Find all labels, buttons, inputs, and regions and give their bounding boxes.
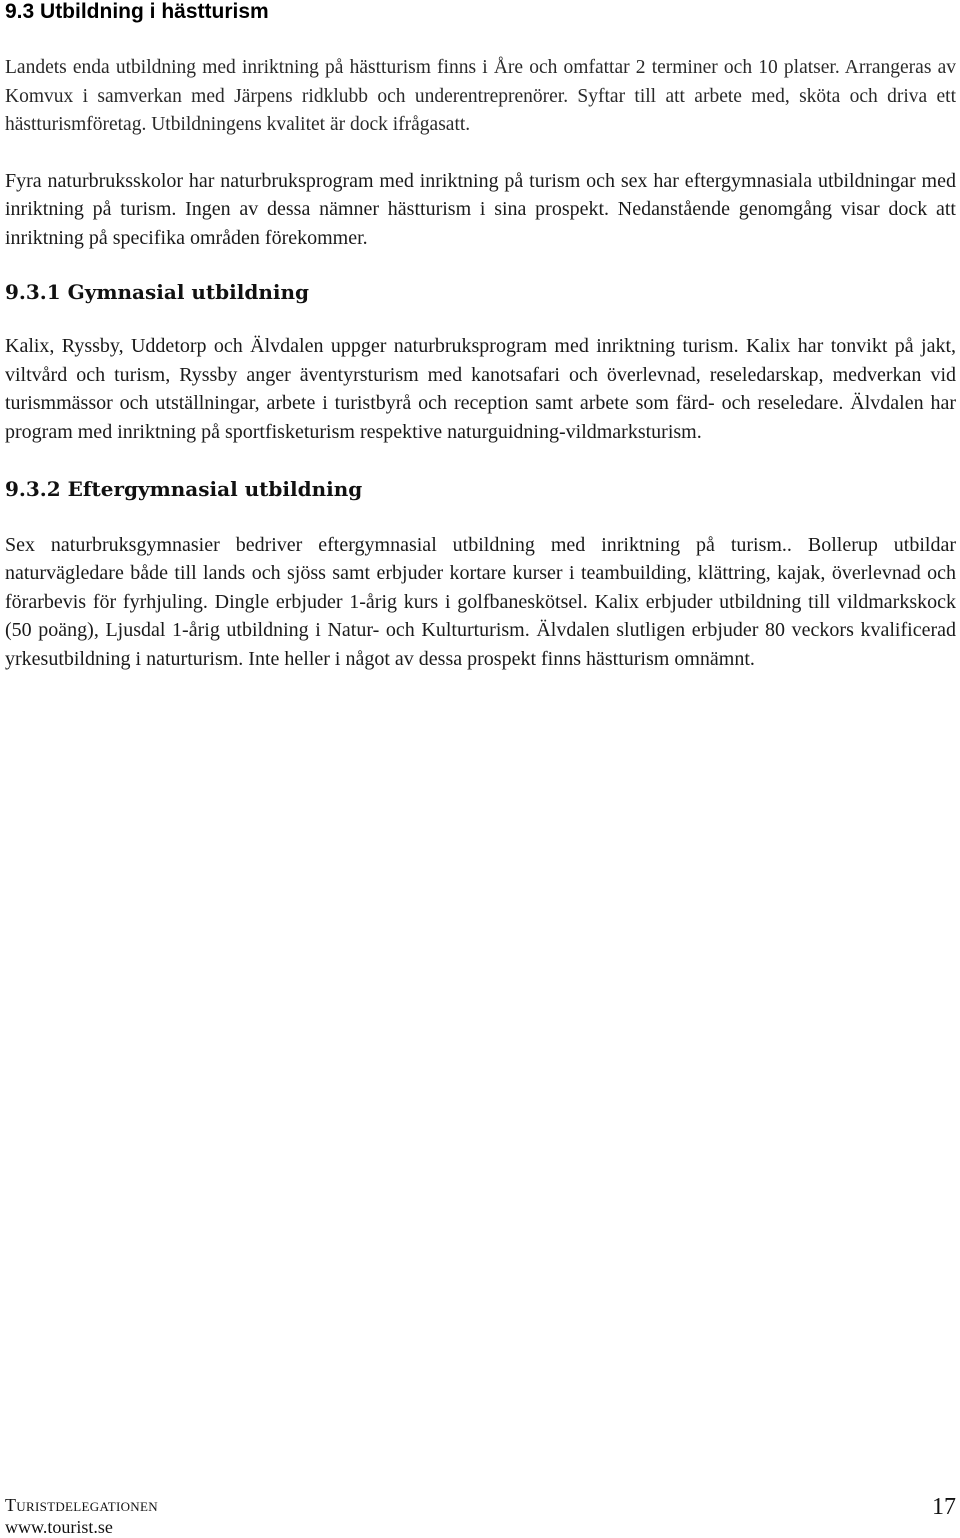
document-page (5, 0, 956, 674)
spacer (5, 252, 956, 278)
page-footer (5, 1493, 956, 1537)
spacer (5, 24, 956, 54)
spacer (5, 140, 956, 167)
eftergymnasial-paragraph: Sex naturbruksgymnasier bedriver eftergymnasial utbildning med inriktning på turism.. Bollerup utbildar naturvägledare både till lands och sjöss samt erbjuder kortare kurser i teambuilding, klättring, kajak, överlevnad och förarbevis för fyrhjuling. Dingle erbjuder 1-årig kurs i golfbaneskötsel. Kalix erbjuder utbildning till vildmarkskock (50 poäng), Ljusdal 1-årig utbildning i Natur- och Kulturturism. Älvdalen slutligen erbjuder 80 veckors kvalificerad yrkesutbildning i naturturism. Inte heller i något av dessa prospekt finns hästturism omnämnt. (5, 533, 956, 671)
footer-organization: Turistdelegationen (5, 1495, 158, 1515)
spacer (5, 306, 956, 332)
page-number: 17 (932, 1494, 956, 1520)
section-heading: 9.3 Utbildning i hästturism (5, 0, 269, 23)
gymnasial-paragraph: Kalix, Ryssby, Uddetorp och Älvdalen uppger naturbruksprogram med inriktning turism. Kalix har tonvikt på jakt, viltvård och turism, Ryssby anger äventyrsturism med kanotsafari och överlevnad, reseledarskap, medverkan vid turismmässor och utställningar, arbete i turistbyrå och reception samt arbete som färd- och reseledare. Älvdalen har program med inriktning på sportfisketurism respektive naturguidning-vildmarksturism. (5, 335, 956, 444)
spacer (5, 503, 956, 531)
subsection-heading-gymnasial: 9.3.1 Gymnasial utbildning (5, 280, 309, 305)
intro-paragraph-1: Landets enda utbildning med inriktning på hästturism finns i Åre och omfattar 2 terminer och 10 platser. Arrangeras av Komvux i samverkan med Järpens ridklubb och underentreprenörer. Syftar till att arbete med, sköta och driva ett hästturismföretag. Utbildningens kvalitet är dock ifrågasatt. (5, 57, 956, 135)
footer-url-link[interactable]: www.tourist.se (5, 1517, 113, 1537)
spacer (5, 447, 956, 475)
subsection-heading-eftergymnasial: 9.3.2 Eftergymnasial utbildning (5, 476, 363, 501)
intro-paragraph-2: Fyra naturbruksskolor har naturbruksprogram med inriktning på turism och sex har eftergymnasiala utbildningar med inriktning på turism. Ingen av dessa nämner hästturism i sina prospekt. Nedanstående genomgång visar dock att inriktning på specifika områden förekommer. (5, 169, 956, 249)
